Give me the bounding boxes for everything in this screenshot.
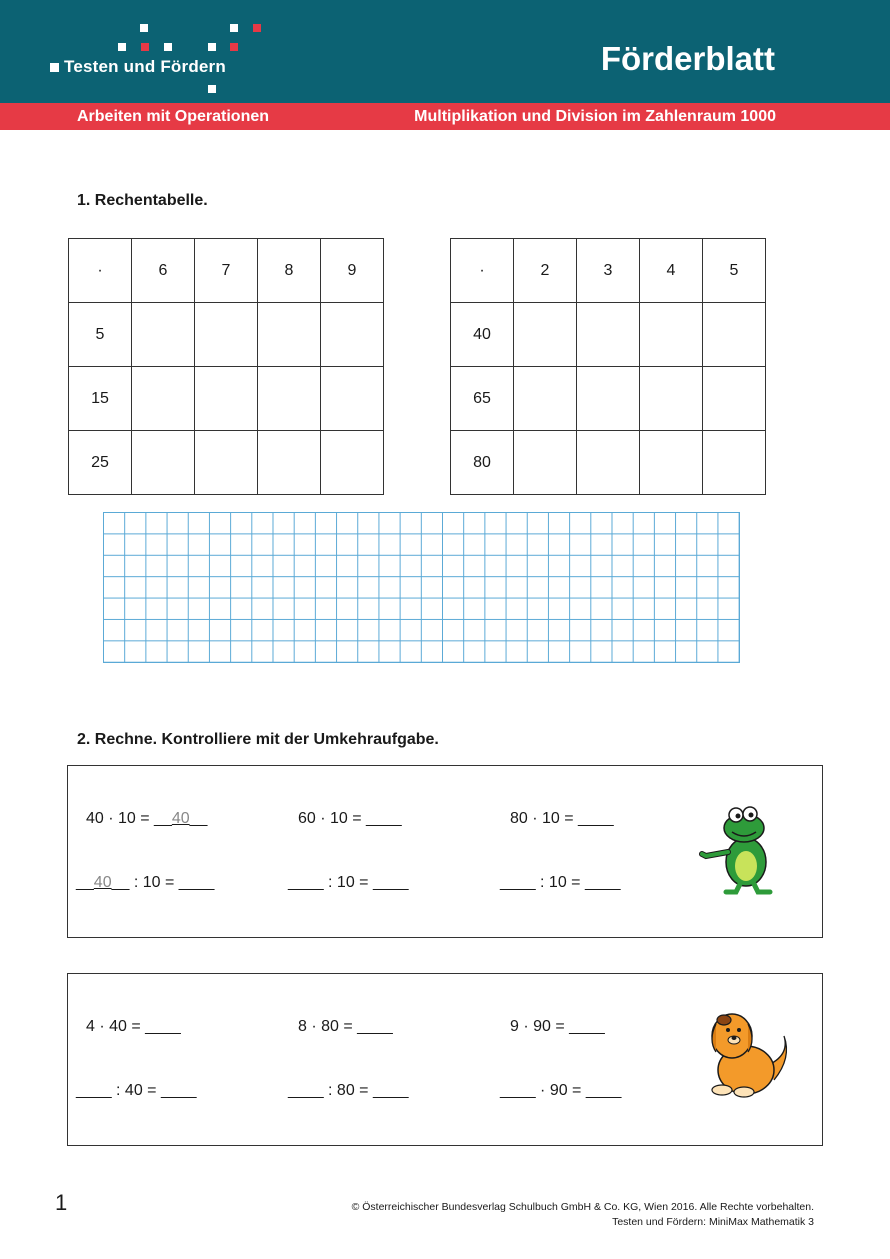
col-header: 4 xyxy=(640,239,703,303)
answer-cell[interactable] xyxy=(258,431,321,495)
logo-square xyxy=(164,43,172,51)
page-title: Förderblatt xyxy=(600,40,775,77)
logo-square xyxy=(230,43,238,51)
answer-cell[interactable] xyxy=(258,367,321,431)
copyright-line: © Österreichischer Bundesverlag Schulbuch GmbH & Co. KG, Wien 2016. Alle Rechte vorbehalten. xyxy=(351,1201,814,1213)
topic-right: Multiplikation und Division im Zahlenraum 1000 xyxy=(414,108,776,125)
answer-cell[interactable] xyxy=(514,367,577,431)
answer-cell[interactable] xyxy=(321,367,384,431)
equation[interactable]: ____ : 10 = ____ xyxy=(500,874,621,891)
dog-illustration xyxy=(694,1006,794,1098)
col-header: 5 xyxy=(703,239,766,303)
header-bar xyxy=(0,0,890,103)
col-header: 7 xyxy=(195,239,258,303)
answer-cell[interactable] xyxy=(514,303,577,367)
equation[interactable]: ____ : 10 = ____ xyxy=(288,874,409,891)
equation[interactable]: 8 · 80 = ____ xyxy=(298,1018,393,1035)
col-header: 3 xyxy=(577,239,640,303)
example-answer: 40 xyxy=(171,810,190,827)
series-line: Testen und Fördern: MiniMax Mathematik 3 xyxy=(612,1216,814,1228)
equation[interactable]: 4 · 40 = ____ xyxy=(86,1018,181,1035)
answer-cell[interactable] xyxy=(640,431,703,495)
row-header: 40 xyxy=(451,303,514,367)
col-header: 9 xyxy=(321,239,384,303)
page-number: 1 xyxy=(55,1190,68,1215)
answer-cell[interactable] xyxy=(703,431,766,495)
logo-square xyxy=(230,24,238,32)
footer-copyright xyxy=(352,1200,814,1230)
frog-illustration xyxy=(696,802,792,898)
logo-square xyxy=(253,24,261,32)
grid-paper[interactable] xyxy=(103,512,740,663)
answer-cell[interactable] xyxy=(321,431,384,495)
equation[interactable]: 60 · 10 = ____ xyxy=(298,810,402,827)
equation[interactable]: ____ : 40 = ____ xyxy=(76,1082,197,1099)
logo-square xyxy=(208,43,216,51)
answer-cell[interactable] xyxy=(577,367,640,431)
answer-cell[interactable] xyxy=(132,367,195,431)
table-right xyxy=(450,238,766,495)
table-corner: · xyxy=(69,239,132,303)
equation[interactable]: 80 · 10 = ____ xyxy=(510,810,614,827)
answer-cell[interactable] xyxy=(132,303,195,367)
logo-square xyxy=(140,24,148,32)
answer-cell[interactable] xyxy=(703,367,766,431)
col-header: 8 xyxy=(258,239,321,303)
answer-cell[interactable] xyxy=(703,303,766,367)
row-header: 65 xyxy=(451,367,514,431)
logo-square xyxy=(208,85,216,93)
table-left xyxy=(68,238,384,495)
col-header: 2 xyxy=(514,239,577,303)
task1-title: 1. Rechentabelle. xyxy=(77,192,208,209)
row-header: 80 xyxy=(451,431,514,495)
task2-title: 2. Rechne. Kontrolliere mit der Umkehraufgabe. xyxy=(77,731,439,748)
row-header: 25 xyxy=(69,431,132,495)
answer-cell[interactable] xyxy=(577,431,640,495)
answer-cell[interactable] xyxy=(132,431,195,495)
logo-bullet xyxy=(50,63,59,72)
answer-cell[interactable] xyxy=(195,367,258,431)
equation[interactable]: 9 · 90 = ____ xyxy=(510,1018,605,1035)
example-answer: 40 xyxy=(93,874,112,891)
equation[interactable]: ____ : 80 = ____ xyxy=(288,1082,409,1099)
equation[interactable]: ____ · 90 = ____ xyxy=(500,1082,622,1099)
answer-cell[interactable] xyxy=(195,431,258,495)
answer-cell[interactable] xyxy=(640,367,703,431)
topic-left: Arbeiten mit Operationen xyxy=(77,108,270,125)
equation[interactable]: 40 · 10 = __40__ xyxy=(86,810,208,827)
answer-cell[interactable] xyxy=(514,431,577,495)
logo-text: Testen und Fördern xyxy=(64,57,226,76)
logo-square xyxy=(141,43,149,51)
answer-cell[interactable] xyxy=(321,303,384,367)
topic-band xyxy=(0,103,890,130)
row-header: 15 xyxy=(69,367,132,431)
table-corner: · xyxy=(451,239,514,303)
equation[interactable]: __40__ : 10 = ____ xyxy=(76,874,215,891)
answer-cell[interactable] xyxy=(577,303,640,367)
answer-cell[interactable] xyxy=(640,303,703,367)
row-header: 5 xyxy=(69,303,132,367)
answer-cell[interactable] xyxy=(195,303,258,367)
logo-square xyxy=(118,43,126,51)
answer-cell[interactable] xyxy=(258,303,321,367)
col-header: 6 xyxy=(132,239,195,303)
